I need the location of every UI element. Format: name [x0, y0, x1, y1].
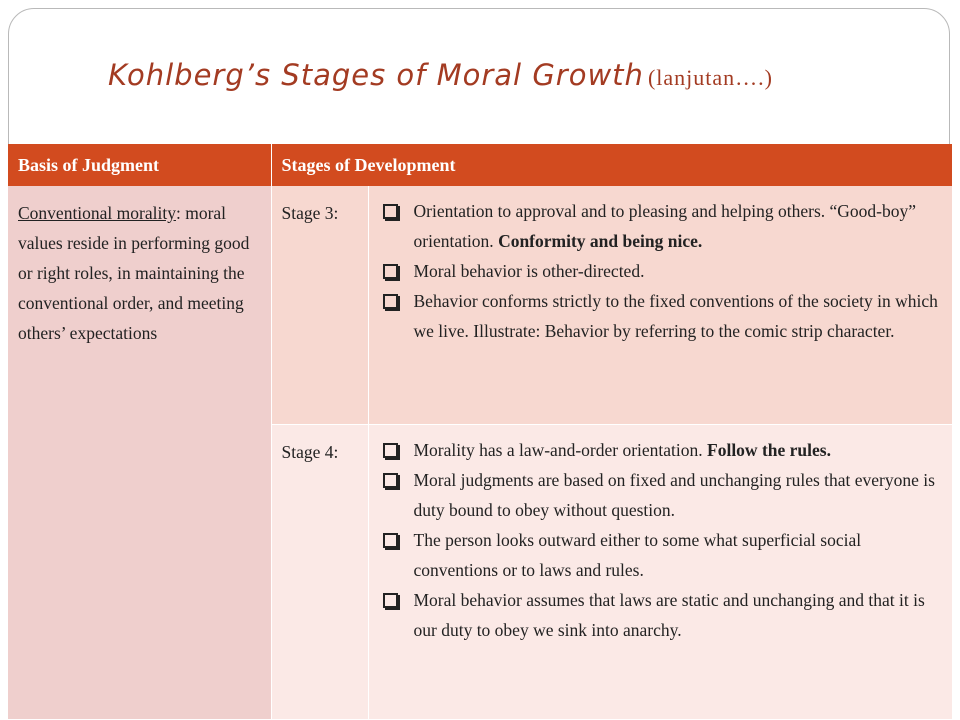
stage4-bullets [368, 425, 952, 720]
list-item [383, 465, 941, 525]
checkbox-bullet-icon [383, 533, 398, 548]
bullet-text: Moral behavior assumes that laws are static and unchanging and that it is our duty to obey we sink into anarchy. [413, 590, 925, 640]
list-item [383, 585, 941, 645]
title-suffix: (lanjutan….) [647, 65, 773, 90]
checkbox-bullet-icon [383, 204, 398, 219]
bullet-text: The person looks outward either to some what superficial social conventions or to laws and rules. [413, 530, 862, 580]
checkbox-bullet-icon [383, 473, 398, 488]
list-item [383, 256, 941, 286]
basis-label: Conventional morality [18, 203, 176, 223]
table-header-row [8, 144, 952, 186]
checkbox-bullet-icon [383, 593, 398, 608]
list-item [383, 196, 941, 256]
bullet-text: Behavior conforms strictly to the fixed conventions of the society in which we live. Illustrate: Behavior by referring to the comic strip character. [413, 291, 938, 341]
stage4-label: Stage 4: [271, 425, 368, 720]
list-item [383, 435, 941, 465]
checkbox-bullet-icon [383, 294, 398, 309]
stage3-bullets [368, 186, 952, 425]
bullet-text: Morality has a law-and-order orientation. [413, 440, 708, 460]
header-stages: Stages of Development [271, 144, 952, 186]
stages-table [8, 144, 952, 720]
basis-cell [8, 186, 271, 719]
header-basis: Basis of Judgment [8, 144, 271, 186]
list-item [383, 286, 941, 346]
checkbox-bullet-icon [383, 264, 398, 279]
bullet-bold: Follow the rules. [707, 440, 831, 460]
bullet-bold: Conformity and being nice. [498, 231, 703, 251]
list-item [383, 525, 941, 585]
table-row-stage3 [8, 186, 952, 425]
bullet-text: Moral behavior is other-directed. [413, 261, 645, 281]
bullet-text: Orientation to approval and to pleasing and helping others. “Good-boy” orientation. [413, 201, 917, 251]
bullet-text: Moral judgments are based on fixed and unchanging rules that everyone is duty bound to obey without question. [413, 470, 935, 520]
stage3-label: Stage 3: [271, 186, 368, 425]
basis-text: : moral values reside in performing good or right roles, in maintaining the conventional order, and meeting others’ expectations [18, 203, 250, 343]
checkbox-bullet-icon [383, 443, 398, 458]
title-main: Kohlberg’s Stages of Moral Growth [108, 58, 644, 92]
slide-title [108, 58, 773, 92]
